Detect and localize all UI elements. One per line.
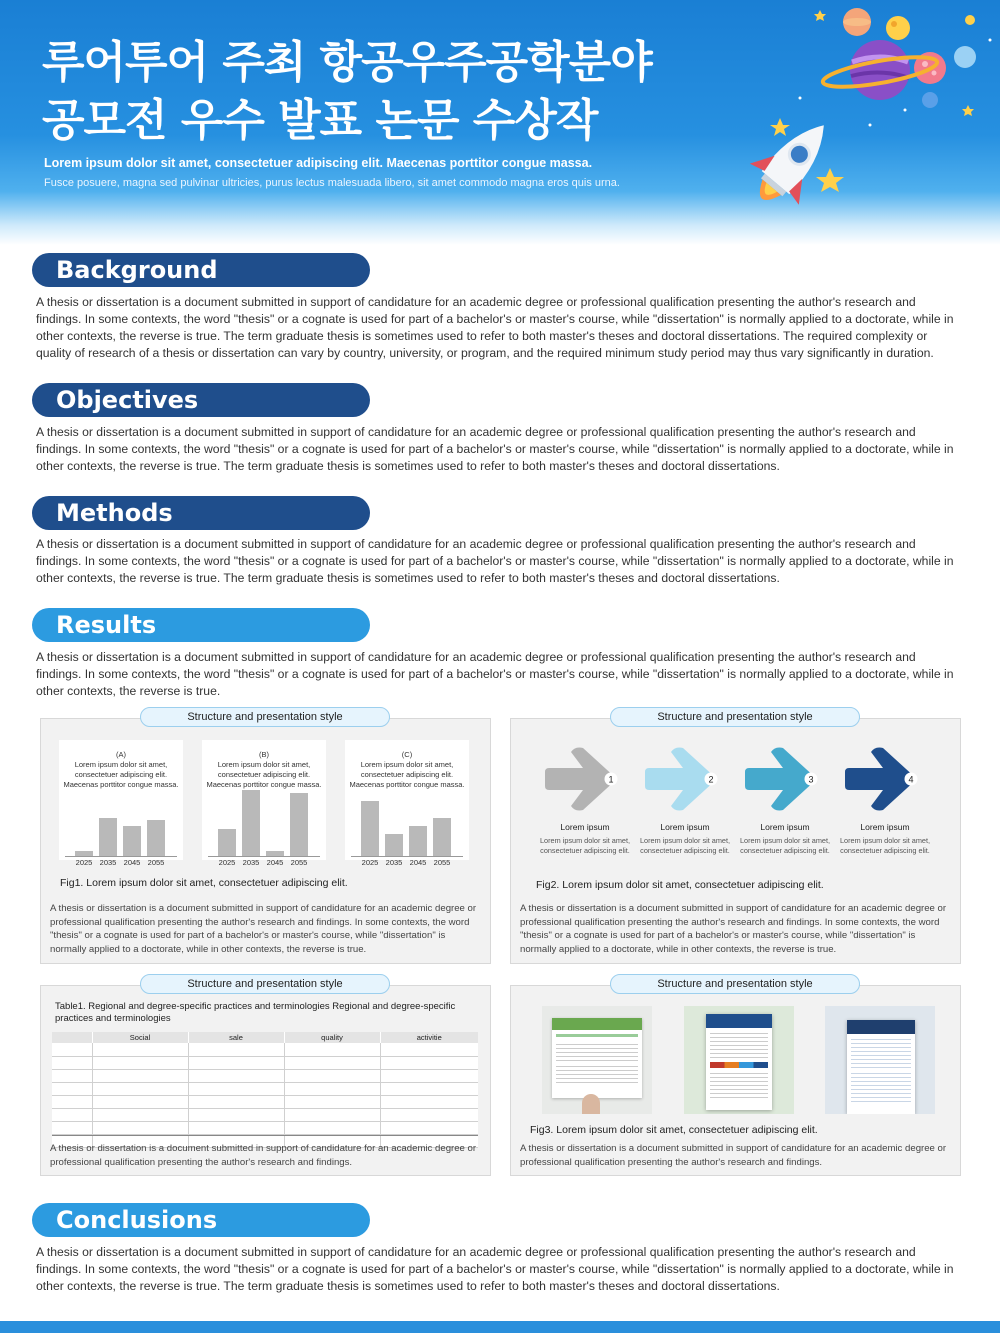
title-line-2: 공모전 우수 발표 논문 수상작 (42, 95, 598, 146)
table-column-header: activitie (380, 1032, 478, 1043)
bar-chart-card (202, 740, 326, 867)
objectives-text: A thesis or dissertation is a document submitted in support of candidature for an academic degree or professional qualification presenting the author's research and findings. In some contexts, the word "thesis" or a cognate is used for part of a bachelor's or master's course, while "dissertation" is normally applied to a doctorate, while in other contexts, the reverse is true. The term graduate thesis is sometimes used to refer to both master's theses and doctoral dissertations. (36, 425, 954, 473)
chart-bar (433, 818, 451, 857)
table-column-header: sale (188, 1032, 284, 1043)
table-cell (188, 1108, 284, 1121)
table-row (52, 1095, 478, 1108)
table-cell (188, 1056, 284, 1069)
chart-title (345, 750, 469, 790)
fig1-pill: Structure and presentation style (140, 707, 390, 727)
arrow-right-icon (545, 744, 625, 814)
fig2-pill: Structure and presentation style (610, 707, 860, 727)
table-cell (188, 1069, 284, 1082)
poster-thumbnail-2 (684, 1006, 794, 1114)
table-cell (92, 1056, 188, 1069)
table-cell (284, 1108, 380, 1121)
conclusions-heading: Conclusions (32, 1203, 370, 1237)
chart-title (202, 750, 326, 790)
bar-chart-card (345, 740, 469, 867)
data-table (52, 1032, 478, 1148)
table1-pill: Structure and presentation style (140, 974, 390, 994)
table-cell (92, 1095, 188, 1108)
table-cell (188, 1121, 284, 1134)
space-illustration (720, 0, 1000, 230)
table-row (52, 1056, 478, 1069)
step-number: 4 (908, 774, 914, 785)
x-tick-label: 2055 (433, 858, 451, 867)
fig3-pill: Structure and presentation style (610, 974, 860, 994)
chart-bar (218, 829, 236, 857)
results-text: A thesis or dissertation is a document submitted in support of candidature for an academic degree or professional qualification presenting the author's research and findings. In some contexts, the word "thesis" or a cognate is used for part of a bachelor's or master's course, while "dissertation" is normally applied to a doctorate, while in other contexts, the reverse is true. (36, 650, 954, 698)
table-column-header: Social (92, 1032, 188, 1043)
table-column-header (52, 1032, 92, 1043)
table-cell (92, 1043, 188, 1056)
table-cell (188, 1082, 284, 1095)
chart-baseline (65, 856, 177, 857)
results-heading: Results (32, 608, 370, 642)
fig3-text: A thesis or dissertation is a document submitted in support of candidature for an academic degree or professional qualification presenting the author's research and findings. (520, 1143, 947, 1168)
poster-header (0, 0, 1000, 245)
x-tick-label: 2045 (409, 858, 427, 867)
step-label (839, 822, 931, 856)
step-body: Lorem ipsum dolor sit amet, consectetuer adipiscing elit. (539, 836, 631, 855)
chart-desc: Lorem ipsum dolor sit amet, consectetuer adipiscing elit. Maecenas porttitor congue massa. (63, 760, 179, 789)
subtitle: Fusce posuere, magna sed pulvinar ultricies, purus lectus malesuada libero, sit amet commodo magna eros quis urna. (44, 177, 620, 189)
arrow-right-icon (745, 744, 825, 814)
table-cell (380, 1095, 478, 1108)
table-cell (380, 1082, 478, 1095)
chart-label: (C) (401, 750, 413, 759)
table-column-header: quality (284, 1032, 380, 1043)
chart-bar (99, 818, 117, 857)
poster-thumbnail-3 (825, 1006, 935, 1114)
arrow-right-icon (645, 744, 725, 814)
table-cell (52, 1082, 92, 1095)
fig2-text: A thesis or dissertation is a document submitted in support of candidature for an academic degree or professional qualification presenting the author's research and findings. In some contexts, the word "thesis" or a cognate is used for part of a bachelor's or master's course, while "dissertation" is normally applied to a doctorate, while in other contexts, the reverse is true. (520, 903, 947, 955)
table-row (52, 1121, 478, 1134)
table1-text: A thesis or dissertation is a document submitted in support of candidature for an academic degree or professional qualification presenting the author's research and findings. (50, 1143, 477, 1168)
table-header-row (52, 1032, 478, 1043)
footer-bar (0, 1321, 1000, 1333)
table-cell (284, 1056, 380, 1069)
step-body: Lorem ipsum dolor sit amet, consectetuer adipiscing elit. (639, 836, 731, 855)
table-cell (92, 1069, 188, 1082)
fig3-caption: Fig3. Lorem ipsum dolor sit amet, consectetuer adipiscing elit. (530, 1124, 818, 1136)
table-cell (380, 1056, 478, 1069)
rocket-icon (738, 105, 849, 220)
table-bottom-rule (52, 1135, 478, 1136)
table-cell (380, 1121, 478, 1134)
table-cell (380, 1069, 478, 1082)
chart-bar (123, 826, 141, 856)
chart-label: (B) (259, 750, 269, 759)
table-cell (380, 1043, 478, 1056)
chart-baseline (208, 856, 320, 857)
conclusions-text: A thesis or dissertation is a document submitted in support of candidature for an academic degree or professional qualification presenting the author's research and findings. In some contexts, the word "thesis" or a cognate is used for part of a bachelor's or master's course, while "dissertation" is normally applied to a doctorate, while in other contexts, the reverse is true. The term graduate thesis is sometimes used to refer to both master's theses and doctoral dissertations. (36, 1245, 954, 1293)
methods-text: A thesis or dissertation is a document submitted in support of candidature for an academic degree or professional qualification presenting the author's research and findings. In some contexts, the word "thesis" or a cognate is used for part of a bachelor's or master's course, while "dissertation" is normally applied to a doctorate, while in other contexts, the reverse is true. The term graduate thesis is sometimes used to refer to both master's theses and doctoral dissertations. (36, 537, 954, 585)
step-body: Lorem ipsum dolor sit amet, consectetuer adipiscing elit. (839, 836, 931, 855)
background-heading: Background (32, 253, 370, 287)
step-title: Lorem ipsum (660, 822, 710, 832)
subtitle-bold: Lorem ipsum dolor sit amet, consectetuer adipiscing elit. Maecenas porttitor congue massa. (44, 156, 593, 170)
table-row (52, 1082, 478, 1095)
table-cell (52, 1108, 92, 1121)
fig2-caption: Fig2. Lorem ipsum dolor sit amet, consectetuer adipiscing elit. (536, 879, 824, 891)
table-cell (52, 1121, 92, 1134)
table-row (52, 1069, 478, 1082)
x-tick-label: 2055 (290, 858, 308, 867)
poster-title (42, 34, 652, 150)
poster-thumbnail-1 (542, 1006, 652, 1114)
step-body: Lorem ipsum dolor sit amet, consectetuer adipiscing elit. (739, 836, 831, 855)
step-number: 1 (608, 774, 614, 785)
chart-title (59, 750, 183, 790)
table-cell (284, 1069, 380, 1082)
chart-label: (A) (116, 750, 126, 759)
table-cell (284, 1121, 380, 1134)
table-row (52, 1043, 478, 1056)
table-cell (188, 1095, 284, 1108)
methods-heading: Methods (32, 496, 370, 530)
x-tick-label: 2055 (147, 858, 165, 867)
chart-bar (290, 793, 308, 856)
chart-bar (385, 834, 403, 856)
objectives-heading: Objectives (32, 383, 370, 417)
table-cell (92, 1108, 188, 1121)
x-tick-label: 2035 (242, 858, 260, 867)
chart-bar (147, 820, 165, 856)
x-tick-label: 2035 (99, 858, 117, 867)
table-cell (284, 1082, 380, 1095)
table-cell (52, 1069, 92, 1082)
fig1-caption: Fig1. Lorem ipsum dolor sit amet, consectetuer adipiscing elit. (60, 877, 348, 889)
table-cell (52, 1043, 92, 1056)
step-number: 2 (708, 774, 714, 785)
chart-bar (242, 790, 260, 856)
table-cell (92, 1082, 188, 1095)
fig1-text: A thesis or dissertation is a document submitted in support of candidature for an academic degree or professional qualification presenting the author's research and findings. In some contexts, the word "thesis" or a cognate is used for part of a bachelor's or master's course, while "dissertation" is normally applied to a doctorate, while in other contexts, the reverse is true. (50, 903, 477, 955)
x-tick-label: 2045 (123, 858, 141, 867)
x-tick-label: 2025 (361, 858, 379, 867)
chart-bar (409, 826, 427, 856)
chart-baseline (351, 856, 463, 857)
background-text: A thesis or dissertation is a document submitted in support of candidature for an academic degree or professional qualification presenting the author's research and findings. In some contexts, the word "thesis" or a cognate is used for part of a bachelor's or master's course, while "dissertation" is normally applied to a doctorate, while in other contexts, the reverse is true. The term graduate thesis is sometimes used to refer to both master's theses and doctoral dissertations. The required complexity or quality of research of a thesis or dissertation can vary by country, university, or program, and the required minimum study period may thus vary significantly in duration. (36, 295, 954, 360)
table-cell (52, 1095, 92, 1108)
step-title: Lorem ipsum (760, 822, 810, 832)
table1-caption: Table1. Regional and degree-specific practices and terminologies Regional and degree-specific practices and terminologies (55, 1001, 456, 1024)
x-tick-label: 2035 (385, 858, 403, 867)
chart-desc: Lorem ipsum dolor sit amet, consectetuer adipiscing elit. Maecenas porttitor congue massa. (206, 760, 322, 789)
step-title: Lorem ipsum (860, 822, 910, 832)
table-cell (188, 1043, 284, 1056)
table-row (52, 1108, 478, 1121)
table-cell (380, 1108, 478, 1121)
arrow-right-icon (845, 744, 925, 814)
x-tick-label: 2025 (218, 858, 236, 867)
chart-bar (361, 801, 379, 856)
table-cell (92, 1121, 188, 1134)
step-number: 3 (808, 774, 814, 785)
x-tick-label: 2045 (266, 858, 284, 867)
step-label (639, 822, 731, 856)
table-cell (284, 1043, 380, 1056)
table-cell (284, 1095, 380, 1108)
table-cell (52, 1056, 92, 1069)
title-line-1: 루어투어 주최 항공우주공학분야 (42, 37, 652, 88)
table-body (52, 1043, 478, 1147)
bar-chart-card (59, 740, 183, 867)
step-label (739, 822, 831, 856)
chart-desc: Lorem ipsum dolor sit amet, consectetuer adipiscing elit. Maecenas porttitor congue massa. (349, 760, 465, 789)
step-label (539, 822, 631, 856)
x-tick-label: 2025 (75, 858, 93, 867)
step-title: Lorem ipsum (560, 822, 610, 832)
